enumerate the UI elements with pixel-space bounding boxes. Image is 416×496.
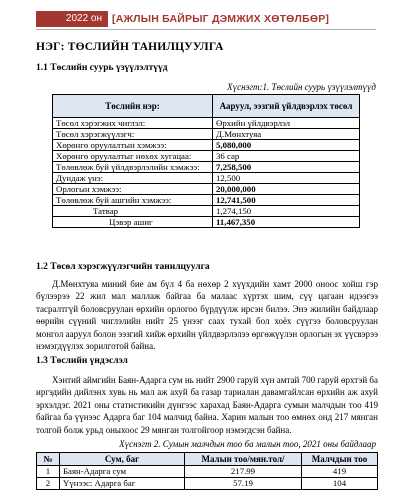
- table-2-header-herders: Малчдын тоо: [302, 453, 378, 466]
- indicator-value: 12,500: [213, 173, 360, 184]
- indicator-value: 12,741,500: [213, 195, 360, 206]
- table-2-caption: Хүснэгт 2. Сумын малчдын тоо ба малын тоо, 2021 оны байдлаар: [119, 439, 376, 449]
- herder-count: 419: [302, 466, 378, 478]
- herder-count: 104: [302, 478, 378, 490]
- indicator-value: 1,274,150: [213, 206, 360, 217]
- heading-1-3: 1.3 Төслийн үндэслэл: [36, 356, 128, 366]
- indicator-label: Төсөл хэрэгжүүлэгч:: [53, 129, 213, 140]
- table-row: [53, 217, 360, 228]
- table-row: [53, 206, 360, 217]
- table-row: [53, 129, 360, 140]
- table-1-caption: Хүснэгт:1. Төслийн суурь үзүүлэлтүүд: [227, 82, 376, 92]
- table-row: [53, 184, 360, 195]
- indicator-value: 7,258,500: [213, 162, 360, 173]
- heading-1-2: 1.2 Төсөл хэрэгжүүлэгчийн танилцуулга: [36, 262, 210, 272]
- livestock-count: 217.99: [185, 466, 302, 478]
- table-row: [53, 173, 360, 184]
- indicator-value: Өрхийн үйлдвэрлэл: [213, 118, 360, 129]
- row-number: 1: [37, 466, 60, 478]
- indicator-label: Төлөвлөж буй ашгийн хэмжээ:: [53, 195, 213, 206]
- heading-1-1: 1.1 Төслийн суурь үзүүлэлтүүд: [36, 63, 168, 73]
- soum-name: Үүнээс: Адарга баг: [60, 478, 185, 490]
- table-2-header-livestock: Малын тоо/мян.тол/: [185, 453, 302, 466]
- indicator-label: Дундаж үнэ:: [53, 173, 213, 184]
- table-2-header-no: №: [37, 453, 60, 466]
- section-title: НЭГ: ТӨСЛИЙН ТАНИЛЦУУЛГА: [36, 41, 224, 53]
- indicator-label: Орлогын хэмжээ:: [53, 184, 213, 195]
- table-row: [53, 162, 360, 173]
- header-title: [АЖЛЫН БАЙРЫГ ДЭМЖИХ ХӨТӨЛБӨР]: [112, 13, 330, 25]
- paragraph-rationale: Хэнтий аймгийн Баян-Адарга сум нь нийт 2900 гаруй хүн амтай 700 гаруй өрхтэй ба иргэдийн дийлэнх хувь нь мал аж ахуй ба газар тариалан давамгайлсан өрхийн аж ахуй эрхэлдэг. 2021 оны статистикийн дүнгээс харахад Баян-Адарга сумын малчдын тоо 419 байгаа ба үүнээс Адарга баг 104 малчид байна. Харин малын тоо өмнөх онд 217 мянган толгой болж урьд оныхоос 29 мянган толгойгоор нэмэгдсэн байна.: [36, 375, 378, 435]
- table-row: [53, 140, 360, 151]
- table-1-body: [53, 118, 360, 228]
- indicator-value: 5,080,000: [213, 140, 360, 151]
- soum-name: Баян-Адарга сум: [60, 466, 185, 478]
- project-indicators-table: [52, 94, 360, 228]
- indicator-value: 20,000,000: [213, 184, 360, 195]
- table-row: [53, 118, 360, 129]
- table-row: [53, 195, 360, 206]
- table-1-header-col-1: Төслийн нэр:: [53, 95, 213, 118]
- table-1-header-col-2: Ааруул, ээзгий үйлдвэрлэх төсөл: [213, 95, 360, 118]
- indicator-value: 36 сар: [213, 151, 360, 162]
- indicator-label: Төсөл хэрэгжих чиглэл:: [53, 118, 213, 129]
- table-1-header-row: [53, 95, 360, 118]
- livestock-count: 57.19: [185, 478, 302, 490]
- row-number: 2: [37, 478, 60, 490]
- indicator-label: Татвар: [53, 206, 213, 217]
- header-year-badge: [36, 11, 108, 27]
- table-2-header-soum: Сум, баг: [60, 453, 185, 466]
- table-row: [37, 478, 378, 490]
- header-year: 2022 он: [65, 13, 102, 24]
- table-row: [37, 466, 378, 478]
- indicator-label: Хөрөнгө оруулалтыг нөхөх хугацаа:: [53, 151, 213, 162]
- indicator-label: Хөрөнгө оруулалтын хэмжээ:: [53, 140, 213, 151]
- table-2-body: [37, 466, 378, 490]
- paragraph-implementer: Д.Мөнхтуяа миний бие ам бүл 4 ба нөхөр 2 хүүхдийн хамт 2000 оноос хойш гэр бүлээрээ 22 жил мал маллаж байгаа ба малаас хүртэх шим, сүү цагаан идээгээ тасралтгүй боловсруулан өрхийн орлогоо бүрдүүлж ирсэн билээ. Энэ жилийн байдлаар өөрийн сүүний чиглэлийн нийт 25 үнээг саах тухай бол хоёх сүүгээ боловсруулан монгол ааруул болон ээзгий хийж өрхийн үйлдвэрлэлээ өргөжүүлэн орлогын эх үүсвэрээ нэмэгдүүлэх зорилготой байна.: [36, 279, 378, 352]
- indicator-value: Д.Мөнхтуяа: [213, 129, 360, 140]
- indicator-label: Төлөвлөж буй үйлдвэрлэлийн хэмжээ:: [53, 162, 213, 173]
- indicator-value: 11,467,350: [213, 217, 360, 228]
- table-row: [53, 151, 360, 162]
- table-2-header-row: [37, 453, 378, 466]
- indicator-label: Цэвэр ашиг: [53, 217, 213, 228]
- header-divider: [36, 29, 376, 30]
- herders-livestock-table: [36, 452, 378, 490]
